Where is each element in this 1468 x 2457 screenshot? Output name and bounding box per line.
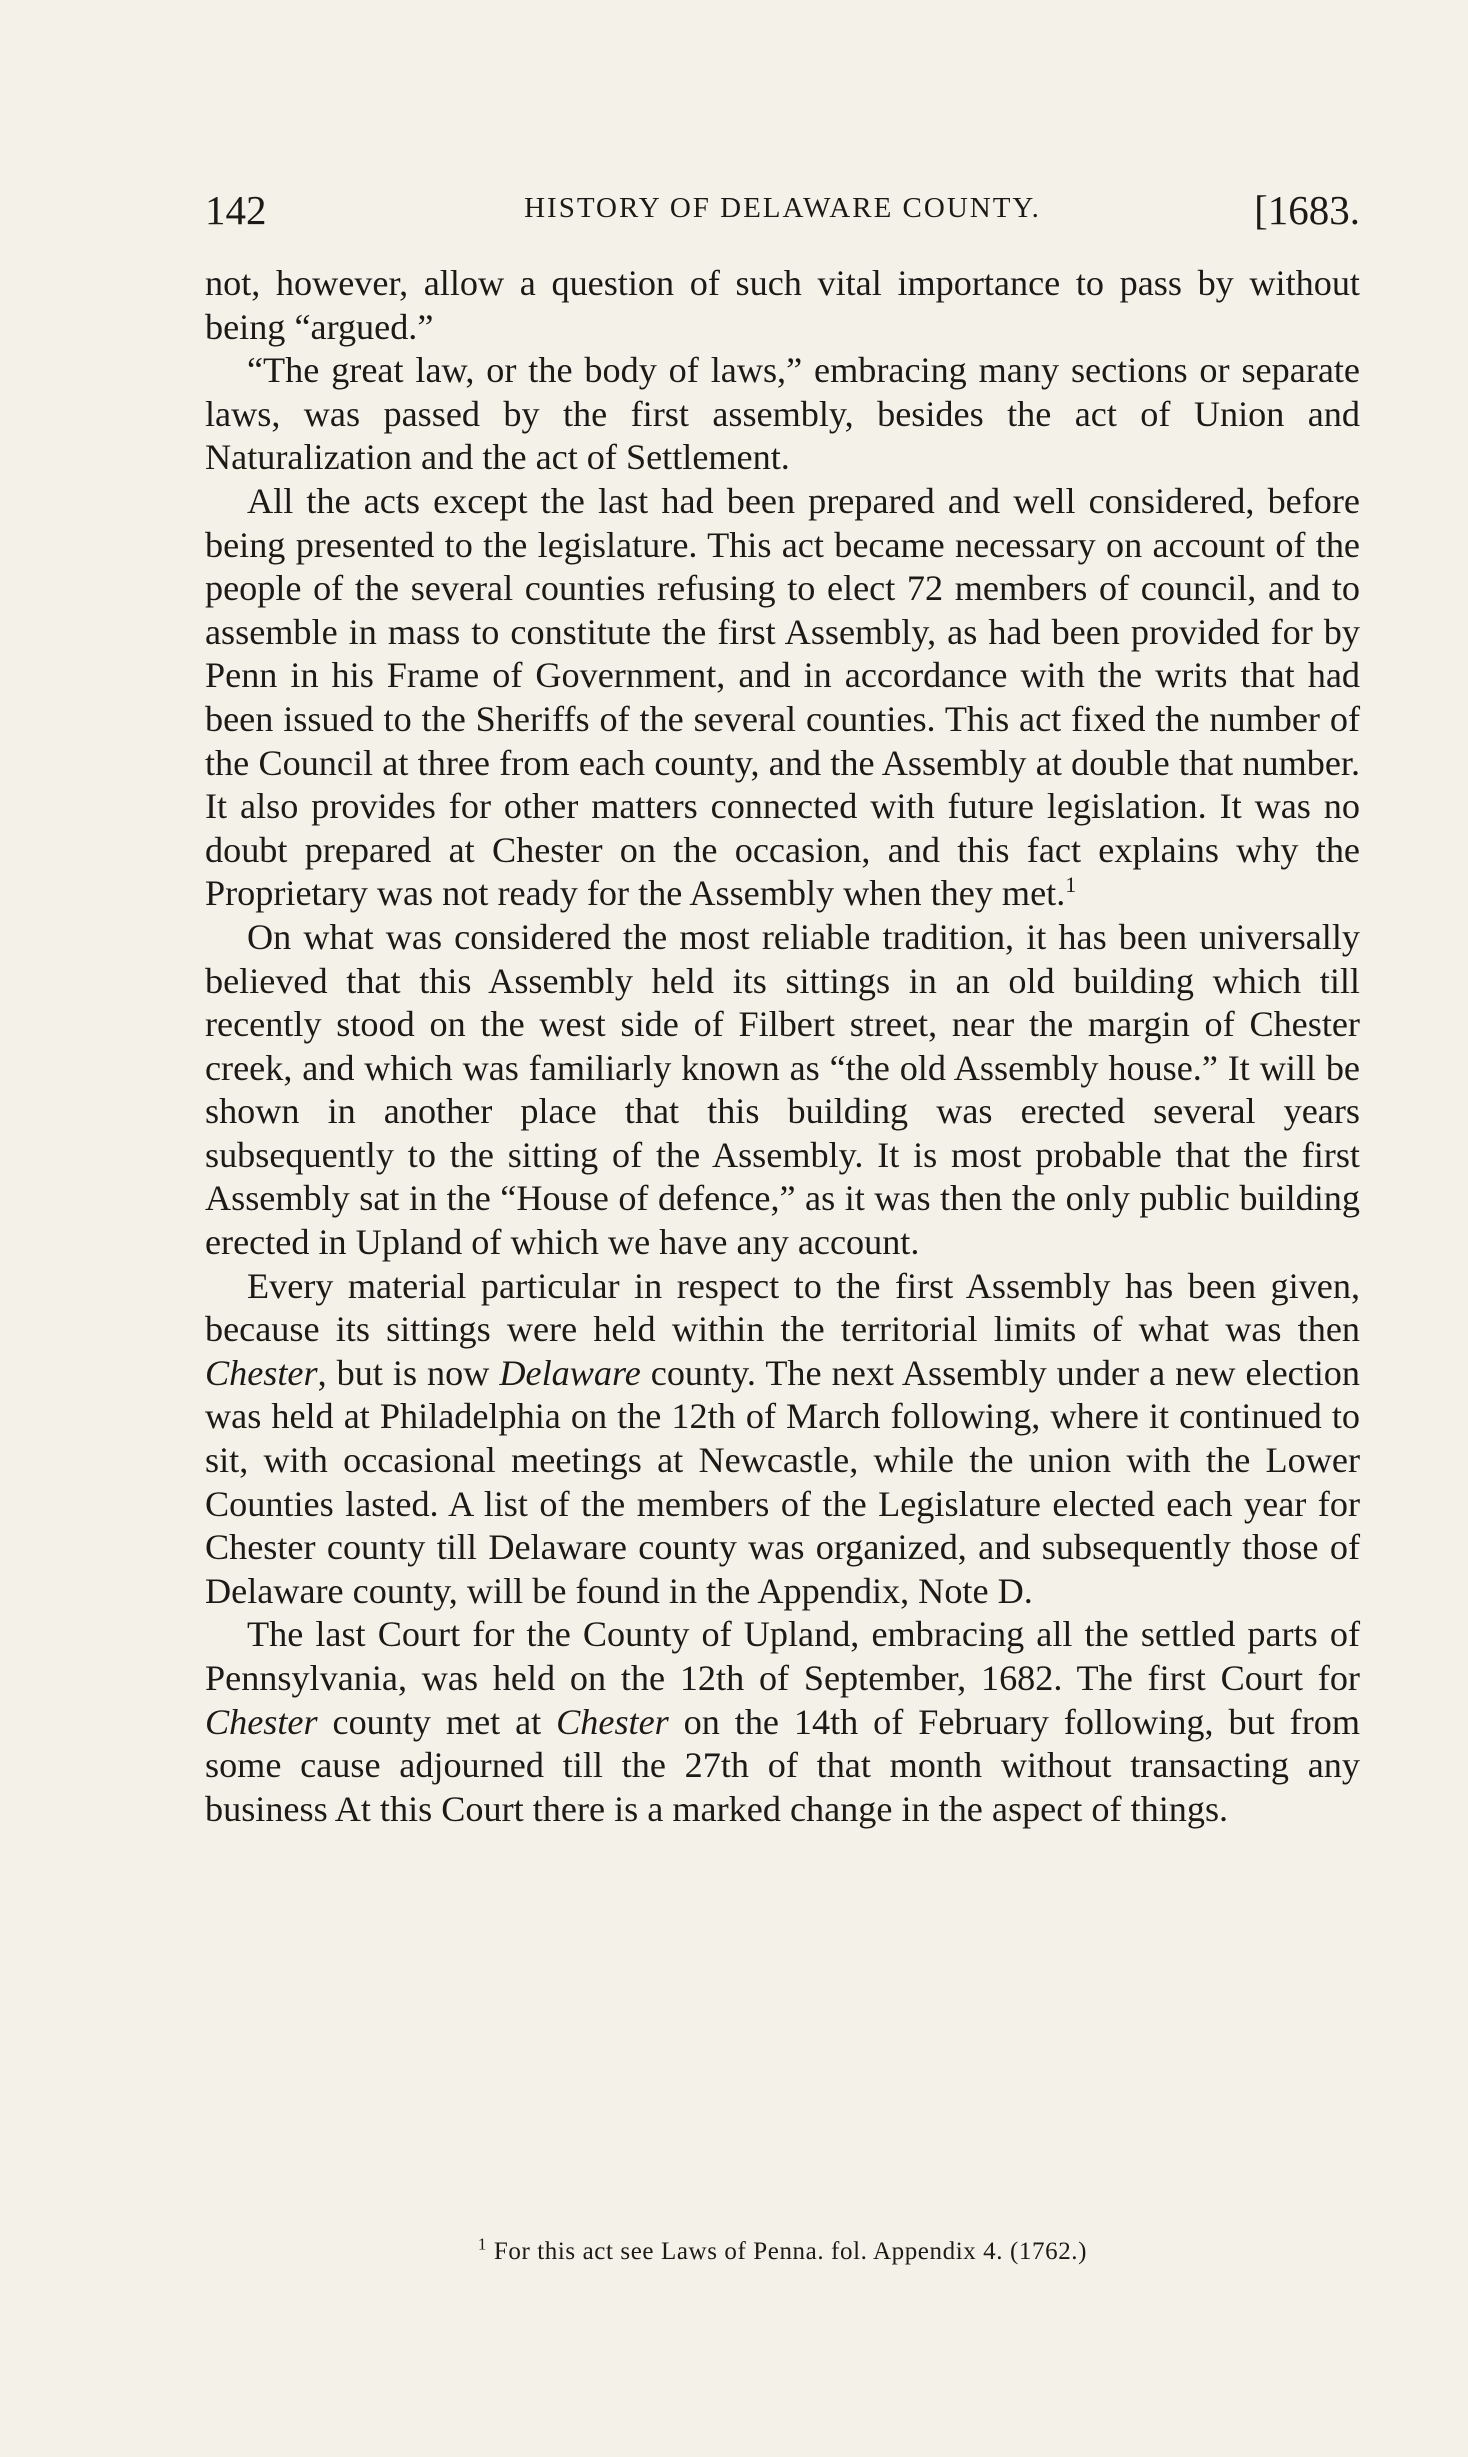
text-run: not, however, allow a question of such vital importance to pass by without being “argued.” [205,263,1360,347]
text-run: county met at [317,1701,557,1742]
footnote-text: For this act see Laws of Penna. fol. Appendix 4. (1762.) [487,2238,1088,2265]
header-year: [1683. [1254,187,1360,233]
paragraph [205,1265,1360,1614]
text-run: county. The next Assembly under a new election was held at Philadelphia on the 12th of March following, where it continued to sit, with occasional meetings at Newcastle, while the union with the Lower Counties lasted. A list of the members of the Legislature elected each year for Chester county till Delaware county was organized, and subsequently those of Delaware county, will be found in the Appendix, Note D. [205,1352,1360,1611]
text-run: All the acts except the last had been prepared and well considered, before being presented to the legislature. This act became necessary on account of the people of the several counties refusing to elect 72 members of council, and to assemble in mass to constitute the first Assembly, as had been provided for by Penn in his Frame of Government, and in accordance with the writs that had been issued to the Sheriffs of the several counties. This act fixed the number of the Council at three from each county, and the Assembly at double that number. It also provides for other matters connected with future legislation. It was no doubt prepared at Chester on the occasion, and this fact explains why the Proprietary was not ready for the Assembly when they met. [205,480,1360,914]
italic-text: Chester [205,1701,318,1742]
page-number: 142 [205,187,267,233]
running-title: HISTORY OF DELAWARE COUNTY. [524,192,1041,224]
paragraph [205,349,1360,480]
paragraph [205,916,1360,1265]
book-page [205,178,1360,2265]
footnote-reference: 1 [1065,872,1077,898]
paragraph [205,262,1360,349]
running-header [205,178,1360,248]
text-run: Every material particular in respect to the first Assembly has been given, because its sittings were held within the territorial limits of what was then [205,1265,1360,1350]
text-run: “The great law, or the body of laws,” embracing many sections or separate laws, was passed by the first assembly, besides the act of Union and Naturalization and the act of Settlement. [205,350,1360,478]
text-run: On what was considered the most reliable tradition, it has been universally believed that this Assembly held its sittings in an old building which till recently stood on the west side of Filbert street, near the margin of Chester creek, and which was familiarly known as “the old Assembly house.” It will be shown in another place that this building was erected several years subsequently to the sitting of the Assembly. It is most probable that the first Assembly sat in the “House of defence,” as it was then the only public building erected in Upland of which we have any account. [205,916,1360,1263]
text-run: on the 14th of February following, but from some cause adjourned till the 27th of that month without transacting any business At this Court there is a marked change in the aspect of things. [205,1701,1360,1829]
text-run: , but is now [317,1352,500,1393]
italic-text: Delaware [499,1352,641,1393]
text-run: The last Court for the County of Upland, embracing all the settled parts of Pennsylvania, was held on the 12th of September, 1682. The first Court for [205,1614,1360,1698]
italic-text: Chester [205,1352,318,1393]
italic-text: Chester [556,1701,669,1742]
footnote-marker: 1 [477,2234,488,2254]
paragraph [205,480,1360,916]
footnote [205,2234,1360,2266]
body-text [205,262,1360,1831]
paragraph [205,1613,1360,1831]
